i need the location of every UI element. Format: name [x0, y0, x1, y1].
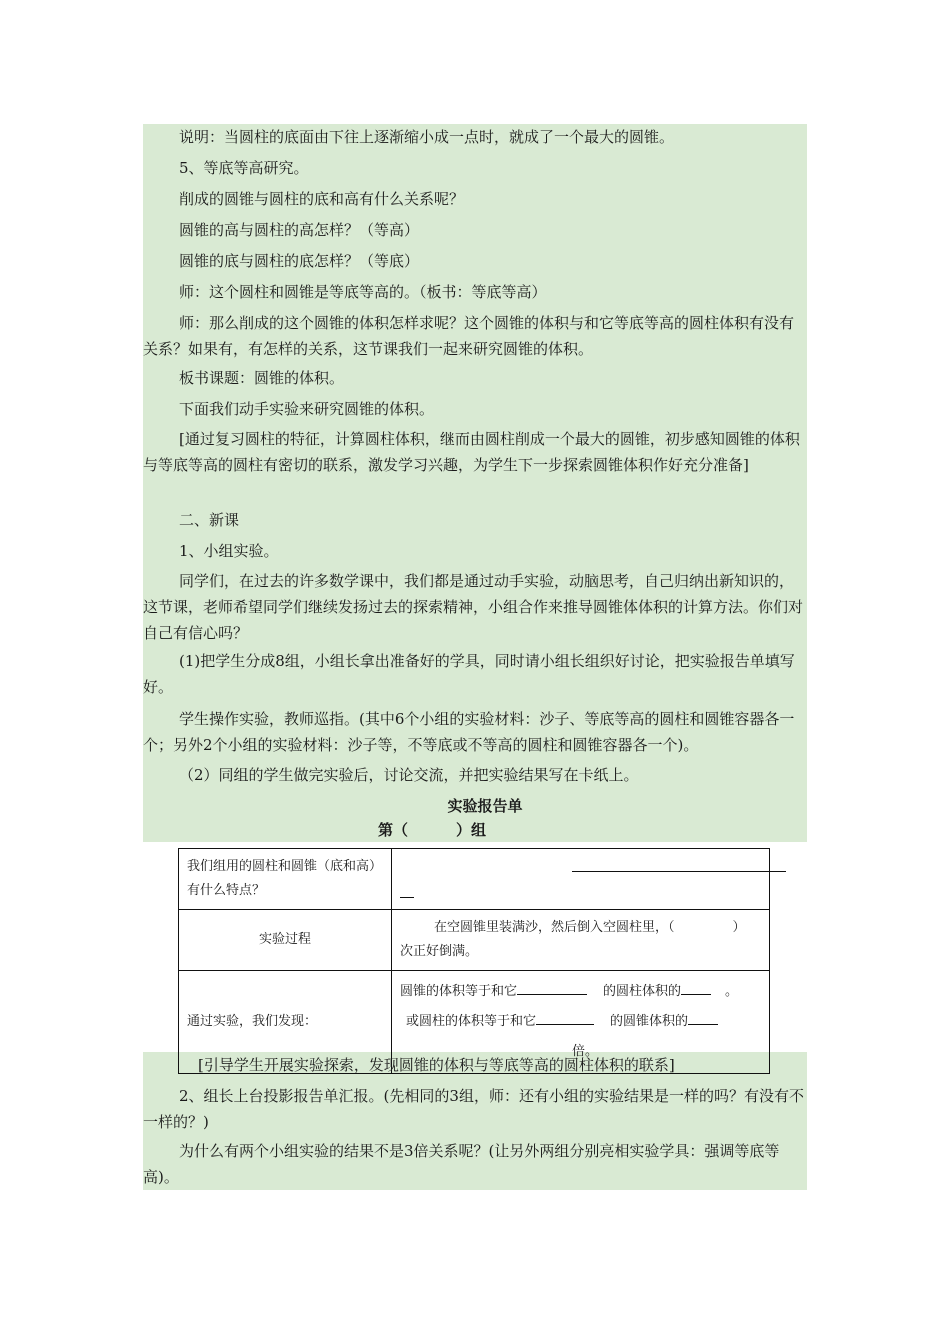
- row1-label: 我们组用的圆柱和圆锥（底和高）有什么特点？: [179, 849, 392, 910]
- paragraph: 师：这个圆柱和圆锥是等底等高的。（板书：等底等高）: [179, 283, 547, 301]
- paragraph: 为什么有两个小组实验的结果不是3倍关系呢？(让另外两组分别亮相实验学具：强调等底等高)。: [143, 1142, 780, 1186]
- report-table: [178, 848, 770, 1074]
- section-heading: 二、新课: [179, 511, 240, 529]
- paragraph: 5、等底等高研究。: [179, 159, 309, 177]
- report-title: 实验报告单: [447, 797, 523, 815]
- paragraph: 2、组长上台投影报告单汇报。(先相同的3组，师：还有小组的实验结果是一样的吗？有没有不一样的？): [143, 1087, 804, 1131]
- answer-blank: [688, 1010, 718, 1025]
- paragraph: 学生操作实验，教师巡指。(其中6个小组的实验材料：沙子、等底等高的圆柱和圆锥容器各一个；另外2个小组的实验材料：沙子等，不等底或不等高的圆柱和圆锥容器各一个)。: [143, 710, 795, 754]
- process-text: 在空圆锥里装满沙，然后倒入空圆柱里，（: [434, 920, 675, 935]
- finding-text: 的圆柱体积的: [603, 984, 682, 999]
- paragraph: 圆锥的高与圆柱的高怎样？（等高）: [179, 221, 420, 239]
- process-paren: ）: [732, 920, 746, 935]
- paragraph: [通过复习圆柱的特征，计算圆柱体积，继而由圆柱削成一个最大的圆锥，初步感知圆锥的体积与等底等高的圆柱有密切的联系，激发学习兴趣，为学生下一步探索圆锥体积作好充分准备]: [143, 430, 800, 474]
- finding-text: 圆锥的体积等于和它: [400, 984, 518, 999]
- finding-text: 或圆柱的体积等于和它: [406, 1014, 537, 1029]
- group-prefix: 第（: [377, 821, 408, 839]
- answer-line-short: [400, 883, 414, 898]
- report-group-line: [100, 819, 764, 840]
- row2-content: [392, 910, 770, 971]
- process-text-end: 次正好倒满。: [400, 944, 479, 959]
- paragraph: 师：那么削成的这个圆锥的体积怎样求呢？这个圆锥的体积与和它等底等高的圆柱体积有没有关系？如果有，有怎样的关系，这节课我们一起来研究圆锥的体积。: [143, 314, 795, 358]
- finding-text: 的圆锥体积的: [610, 1014, 689, 1029]
- paragraph: 说明：当圆柱的底面由下往上逐渐缩小成一点时，就成了一个最大的圆锥。: [179, 128, 675, 146]
- paragraph: (1)把学生分成8组，小组长拿出准备好的学具，同时请小组长组织好讨论，把实验报告单填写好。: [143, 652, 795, 696]
- finding-text: 倍。: [572, 1044, 599, 1059]
- row2-label: 实验过程: [179, 910, 392, 971]
- table-row: [179, 910, 770, 971]
- answer-blank: [681, 980, 711, 995]
- paragraph: 同学们，在过去的许多数学课中，我们都是通过动手实验，动脑思考，自己归纳出新知识的，这节课，老师希望同学们继续发扬过去的探索精神，小组合作来推导圆锥体体积的计算方法。你们对自己有信心吗？: [143, 572, 804, 642]
- paragraph: [引导学生开展实验探索，发现圆锥的体积与等底等高的圆柱体积的联系]: [198, 1056, 675, 1074]
- paragraph: 削成的圆锥与圆柱的底和高有什么关系呢？: [179, 190, 465, 208]
- row1-answer: [392, 849, 770, 910]
- answer-line: [572, 857, 786, 872]
- paragraph: 下面我们动手实验来研究圆锥的体积。: [179, 400, 435, 418]
- answer-blank: [536, 1010, 594, 1025]
- group-suffix: ）组: [456, 821, 487, 839]
- paragraph: 圆锥的底与圆柱的底怎样？（等底）: [179, 252, 420, 270]
- paragraph: 板书课题：圆锥的体积。: [179, 369, 345, 387]
- finding-text: 。: [725, 984, 739, 999]
- row3-label: 通过实验，我们发现：: [179, 971, 392, 1074]
- answer-blank: [517, 980, 587, 995]
- table-row: [179, 849, 770, 910]
- paragraph: 1、小组实验。: [179, 542, 279, 560]
- paragraph: （2）同组的学生做完实验后，讨论交流，并把实验结果写在卡纸上。: [179, 766, 639, 784]
